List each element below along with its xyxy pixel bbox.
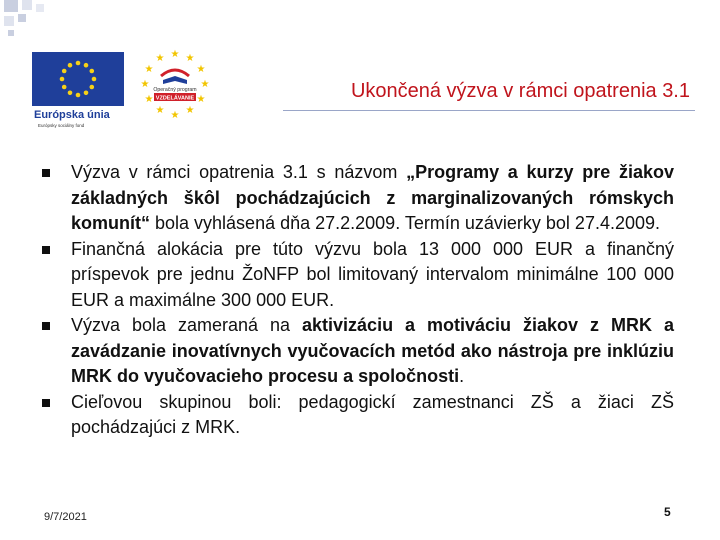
- eu-logo-text: Európska únia: [34, 109, 110, 121]
- bullet-text: [71, 239, 674, 310]
- corner-decoration: [0, 0, 60, 40]
- square-bullet-icon: [42, 322, 50, 330]
- text-run-bold: aktivizáciu a motiváciu žiakov z MRK a zavádzanie inovatívnych vyučovacích metód ako nástroja pre inklúziu MRK do vyučovacieho procesu a spoločnosti: [71, 315, 674, 386]
- square-bullet-icon: [42, 246, 50, 254]
- text-run: Finančná alokácia pre túto výzvu bola 13 000 000 EUR a finančný príspevok pre jednu ŽoNFP bol limitovaný intervalom minimálne 100 000 EUR a maximálne 300 000 EUR.: [71, 238, 674, 310]
- program-logo-line2: VZDELÁVANIE: [155, 95, 195, 102]
- svg-text:★: ★: [170, 49, 180, 60]
- eu-logo-subtext: Európsky sociálny fond: [38, 123, 85, 128]
- svg-text:★: ★: [185, 53, 195, 64]
- education-program-logo: [135, 46, 215, 126]
- eu-logo: [32, 52, 124, 130]
- text-run: Cieľovou skupinou boli: pedagogickí zamestnanci ZŠ a žiaci ZŠ pochádzajúci z MRK.: [71, 391, 674, 437]
- svg-text:★: ★: [200, 79, 210, 90]
- bullet-text: [71, 315, 674, 386]
- bullet-text: [71, 392, 674, 438]
- list-item: [38, 390, 674, 441]
- svg-text:★: ★: [196, 94, 206, 105]
- text-run: Výzva v rámci opatrenia 3.1 s názvom: [71, 162, 407, 182]
- page-number: 5: [664, 505, 671, 519]
- bullet-list: [38, 160, 674, 441]
- svg-text:★: ★: [140, 79, 150, 90]
- svg-text:★: ★: [155, 105, 165, 116]
- svg-text:★: ★: [185, 105, 195, 116]
- svg-text:★: ★: [155, 53, 165, 64]
- text-run-bold: „Programy a kurzy pre žiakov základných škôl pochádzajúcich z marginalizovaných rómskych komunít“: [71, 162, 674, 233]
- svg-text:★: ★: [170, 110, 180, 121]
- footer-date: 9/7/2021: [44, 511, 87, 523]
- square-bullet-icon: [42, 399, 50, 407]
- title-divider: [283, 110, 695, 111]
- list-item: [38, 237, 674, 314]
- slide-title: Ukončená výzva v rámci opatrenia 3.1: [350, 80, 690, 102]
- bullet-text: [71, 162, 674, 233]
- list-item: [38, 160, 674, 237]
- svg-text:★: ★: [196, 64, 206, 75]
- text-run: Výzva bola zameraná na: [71, 315, 303, 335]
- text-run: bola vyhlásená dňa 27.2.2009. Termín uzávierky bol 27.4.2009.: [150, 213, 661, 233]
- text-run: .: [459, 366, 465, 386]
- square-bullet-icon: [42, 169, 50, 177]
- svg-text:★: ★: [144, 94, 154, 105]
- svg-text:★: ★: [144, 64, 154, 75]
- program-logo-line1: Operačný program: [153, 87, 197, 93]
- list-item: [38, 313, 674, 390]
